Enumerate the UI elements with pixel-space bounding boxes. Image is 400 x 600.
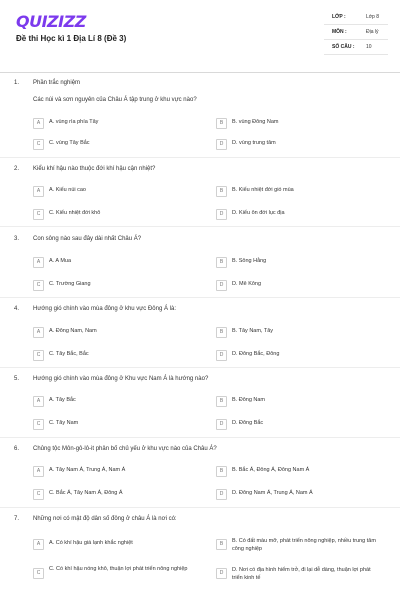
option-text: B. Kiểu nhiệt đới gió mùa [232, 187, 294, 193]
option-letter-box: D [216, 280, 227, 291]
question-number: 5. [14, 376, 20, 382]
question-text: Hướng gió chính vào mùa đông ở khu vực Đông Á là: [33, 306, 176, 312]
option-letter-box: A [33, 466, 44, 477]
option-letter-box: C [33, 280, 44, 291]
question-divider [0, 507, 400, 508]
option-text: C. Bắc Á, Tây Nam Á, Đông Á [49, 490, 123, 496]
option-letter-box: A [33, 118, 44, 129]
meta-value: Lớp 8 [366, 14, 380, 20]
meta-label: MÔN : [332, 29, 347, 35]
option-text: D. vùng trung tâm [232, 140, 276, 146]
option-text: A. vùng rìa phía Tây [49, 119, 99, 125]
option-letter-box: D [216, 139, 227, 150]
question-divider [0, 226, 400, 227]
option-letter-box: D [216, 489, 227, 500]
meta-value: Địa lý [366, 29, 379, 35]
option-text: B. Có đất màu mỡ, phát triển nông nghiệp, nhiều trung tâm công nghiệp [232, 538, 376, 552]
question-divider [0, 157, 400, 158]
option-text: C. Trường Giang [49, 281, 91, 287]
meta-row-grade [324, 10, 388, 25]
question-number: 3. [14, 236, 20, 242]
option-text: D. Mê Kông [232, 281, 262, 287]
option-letter-box: B [216, 327, 227, 338]
option-text: D. Đông Bắc, Đông [232, 351, 280, 357]
meta-label: SỐ CÂU : [332, 44, 355, 50]
option-text: A. Kiểu núi cao [49, 187, 86, 193]
meta-row-subject [324, 25, 388, 40]
option-text: A. Có khí hậu giá lạnh khắc nghiệt [49, 540, 133, 546]
option-letter-box: D [216, 419, 227, 430]
header-divider [0, 72, 400, 73]
option-text: C. Tây Nam [49, 420, 79, 426]
option-text: B. Đông Nam [232, 397, 266, 403]
meta-row-question-count [324, 40, 388, 55]
question-divider [0, 367, 400, 368]
option-letter-box: A [33, 396, 44, 407]
option-text: C. vùng Tây Bắc [49, 140, 90, 146]
option-letter-box: A [33, 186, 44, 197]
option-letter-box: A [33, 539, 44, 550]
option-text: A. A Mua [49, 258, 72, 264]
option-letter-box: B [216, 396, 227, 407]
option-letter-box: C [33, 209, 44, 220]
option-letter-box: B [216, 186, 227, 197]
question-text: Những nơi có mật độ dân số đông ở châu Á là nơi có: [33, 516, 177, 522]
option-letter-box: B [216, 118, 227, 129]
option-text: A. Tây Bắc [49, 397, 76, 403]
option-letter-box: A [33, 327, 44, 338]
option-text: A. Đông Nam, Nam [49, 328, 97, 334]
question-text: Chủng tộc Môn-gô-lô-it phân bố chủ yếu ở khu vực nào của Châu Á? [33, 446, 217, 452]
option-text: A. Tây Nam Á, Trung Á, Nam Á [49, 467, 126, 473]
option-letter-box: D [216, 568, 227, 579]
question-subtext: Các núi và sơn nguyên của Châu Á tập trung ở khu vực nào? [33, 97, 197, 103]
option-letter-box: B [216, 539, 227, 550]
question-number: 1. [14, 80, 20, 86]
option-letter-box: B [216, 257, 227, 268]
option-text: B. Sông Hằng [232, 258, 267, 264]
question-text: Phần trắc nghiệm [33, 80, 81, 86]
option-text: D. Đông Bắc [232, 420, 264, 426]
question-number: 4. [14, 306, 20, 312]
option-letter-box: C [33, 489, 44, 500]
quizizz-logo: QUIZIZZ [16, 12, 86, 31]
option-letter-box: A [33, 257, 44, 268]
option-text: C. Tây Bắc, Bắc [49, 351, 89, 357]
question-number: 6. [14, 446, 20, 452]
option-letter-box: B [216, 466, 227, 477]
option-text: B. Bắc Á, Đông Á, Đông Nam Á [232, 467, 310, 473]
option-text: D. Kiểu ôn đới lục địa [232, 210, 285, 216]
question-divider [0, 437, 400, 438]
question-text: Con sông nào sau đây dài nhất Châu Á? [33, 236, 142, 242]
option-text: C. Có khí hậu nóng khô, thuận lợi phát triển nông nghiệp [49, 566, 188, 572]
option-letter-box: C [33, 139, 44, 150]
option-letter-box: C [33, 419, 44, 430]
option-text: C. Kiểu nhiệt đới khô [49, 210, 101, 216]
page-title: Đề thi Học kì 1 Địa Lí 8 (Đề 3) [16, 34, 127, 43]
question-text: Hướng gió chính vào mùa đông ở Khu vực Nam Á là hướng nào? [33, 376, 209, 382]
meta-box [324, 10, 388, 58]
question-number: 7. [14, 516, 20, 522]
option-text: D. Nơi có địa hình hiểm trở, đi lại dễ dàng, thuận lợi phát triển kinh tế [232, 567, 371, 581]
meta-value: 10 [366, 44, 372, 50]
question-number: 2. [14, 166, 20, 172]
option-letter-box: D [216, 350, 227, 361]
meta-label: LỚP : [332, 14, 346, 20]
worksheet-header [0, 0, 400, 72]
option-text: B. Tây Nam, Tây [232, 328, 274, 334]
option-letter-box: D [216, 209, 227, 220]
option-letter-box: C [33, 350, 44, 361]
option-text: D. Đông Nam Á, Trung Á, Nam Á [232, 490, 313, 496]
option-letter-box: C [33, 568, 44, 579]
question-text: Kiểu khí hậu nào thuộc đới khí hậu cận nhiệt? [33, 166, 156, 172]
option-text: B. vùng Đông Nam [232, 119, 279, 125]
question-divider [0, 297, 400, 298]
